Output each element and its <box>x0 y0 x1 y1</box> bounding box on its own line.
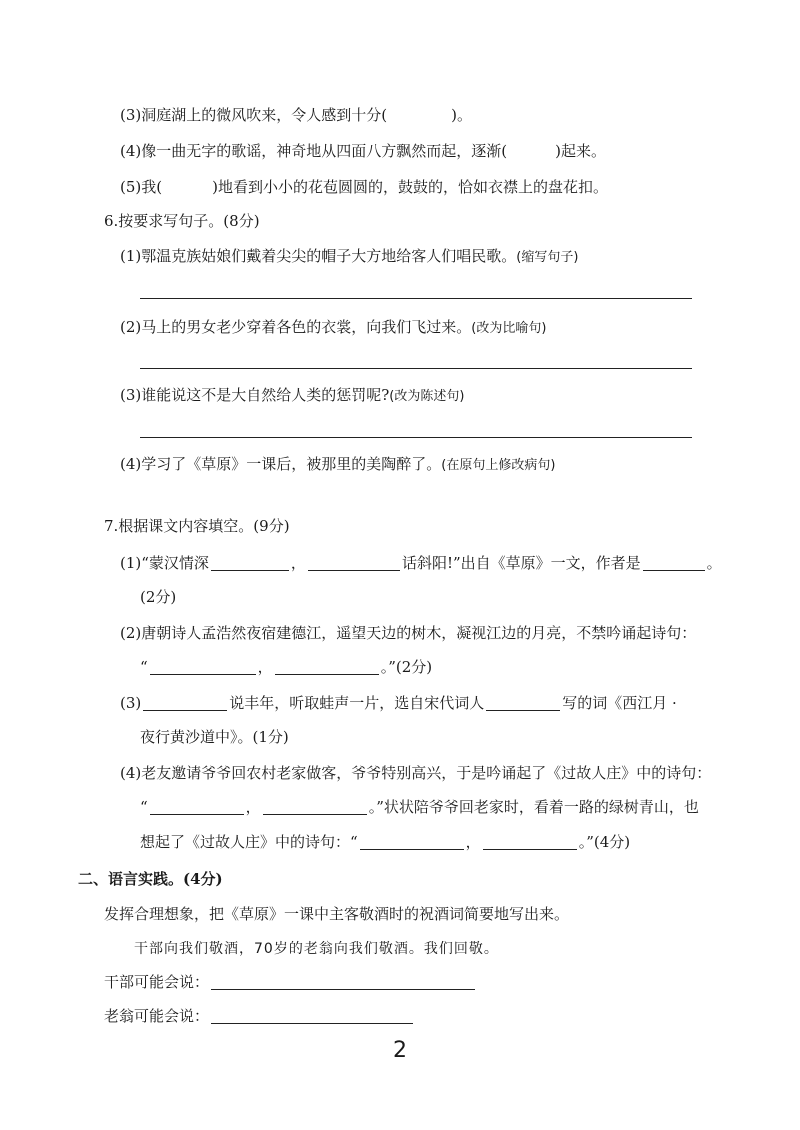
part-2-title: 二、语言实践。(4分) <box>78 870 223 888</box>
q5-item-5 <box>120 176 608 198</box>
q6-item-1-text: (1)鄂温克族姑娘们戴着尖尖的帽子大方地给客人们唱民歌。 <box>120 247 517 265</box>
q7-item-2-line-2 <box>140 656 432 678</box>
open-quote: “ <box>140 798 148 816</box>
q5-item-4-end: )起来。 <box>555 142 606 160</box>
q6-item-3 <box>120 384 464 408</box>
answer-line[interactable] <box>140 298 692 299</box>
q6-item-1-note: (缩写句子) <box>516 250 579 265</box>
q6-item-4-note: (在原句上修改病句) <box>441 458 556 473</box>
q7-item-4-line-1: (4)老友邀请爷爷回农村老家做客，爷爷特别高兴，于是吟诵起了《过故人庄》中的诗句： <box>120 764 712 782</box>
q5-item-4-text: (4)像一曲无字的歌谣，神奇地从四面八方飘然而起，逐渐( <box>120 142 508 160</box>
q6-item-4 <box>120 453 555 477</box>
fill-blank[interactable] <box>483 833 577 850</box>
q5-item-3 <box>120 104 472 126</box>
q6-item-2-text: (2)马上的男女老少穿着各色的衣裳，向我们飞过来。 <box>120 318 472 336</box>
part-2-instruction: 发挥合理想象，把《草原》一课中主客敬酒时的祝酒词简要地写出来。 <box>104 905 570 923</box>
fill-blank[interactable] <box>143 694 227 711</box>
q6-item-3-note: (改为陈述句) <box>389 389 465 404</box>
fill-blank[interactable] <box>486 694 560 711</box>
q7-item-1-text-a: (1)“蒙汉情深 <box>120 554 209 572</box>
q6-item-3-text: (3)谁能说这不是大自然给人类的惩罚呢? <box>120 386 390 404</box>
fill-blank[interactable] <box>263 798 367 815</box>
q7-item-4-text-mid: 。”状状陪爷爷回老家时，看着一路的绿树青山，也 <box>368 798 699 816</box>
part-2-example: 干部向我们敬酒，70岁的老翁向我们敬酒。我们回敬。 <box>134 941 499 957</box>
open-quote: “ <box>140 658 148 676</box>
fill-blank[interactable] <box>308 554 400 571</box>
q5-item-3-text: (3)洞庭湖上的微风吹来，令人感到十分( <box>120 106 388 124</box>
q7-item-3-number: (3) <box>120 694 142 712</box>
q5-item-4 <box>120 140 606 162</box>
q7-item-4-line-2 <box>140 796 699 818</box>
cadre-answer-row <box>104 971 477 993</box>
q6-item-2 <box>120 316 546 340</box>
q7-item-1-text-c: 话斜阳!”出自《草原》一文，作者是 <box>401 554 641 572</box>
elder-label: 老翁可能会说： <box>104 1007 210 1025</box>
q6-item-1 <box>120 245 578 269</box>
q7-item-2-line-1: (2)唐朝诗人孟浩然夜宿建德江，遥望天边的树木，凝视江边的月亮，不禁吟诵起诗句： <box>120 624 697 642</box>
close-quote-score: 。”(4分) <box>578 833 631 851</box>
comma: ， <box>245 798 261 816</box>
q6-title: 6.按要求写句子。(8分) <box>104 212 260 230</box>
q7-item-4-text-line-3: 想起了《过故人庄》中的诗句：“ <box>140 833 358 851</box>
q7-item-3-text-b: 说丰年，听取蛙声一片，选自宋代词人 <box>229 694 485 712</box>
q7-item-1-score: (2分) <box>140 588 177 606</box>
fill-blank[interactable] <box>643 554 705 571</box>
q5-item-3-end: )。 <box>451 106 472 124</box>
q7-item-1 <box>120 552 722 574</box>
fill-blank[interactable] <box>275 658 379 675</box>
q7-item-3-line-1 <box>120 692 677 714</box>
q6-item-2-note: (改为比喻句) <box>471 321 547 336</box>
close-quote-score: 。”(2分) <box>380 658 433 676</box>
fill-blank[interactable] <box>150 798 244 815</box>
elder-answer-line[interactable] <box>211 1007 413 1024</box>
q5-item-5-end: )地看到小小的花苞圆圆的，鼓鼓的，恰如衣襟上的盘花扣。 <box>212 178 608 196</box>
cadre-answer-line[interactable] <box>211 973 475 990</box>
fill-blank[interactable] <box>360 833 464 850</box>
cadre-label: 干部可能会说： <box>104 973 210 991</box>
page-number: 2 <box>393 1038 407 1063</box>
fill-blank[interactable] <box>211 554 289 571</box>
comma: ， <box>257 658 273 676</box>
q7-item-1-comma: ， <box>290 554 306 572</box>
q7-title: 7.根据课文内容填空。(9分) <box>104 517 290 535</box>
q6-item-4-text: (4)学习了《草原》一课后，被那里的美陶醉了。 <box>120 455 442 473</box>
fill-blank[interactable] <box>150 658 256 675</box>
answer-line[interactable] <box>140 368 692 369</box>
q7-item-1-end: 。 <box>706 554 722 572</box>
elder-answer-row <box>104 1005 415 1027</box>
q7-item-4-line-3 <box>140 831 630 853</box>
q5-item-5-text: (5)我( <box>120 178 163 196</box>
q7-item-3-text-c: 写的词《西江月 · <box>562 694 677 712</box>
answer-line[interactable] <box>140 437 692 438</box>
comma: ， <box>465 833 481 851</box>
q7-item-3-line-2: 夜行黄沙道中》。(1分) <box>140 728 289 746</box>
